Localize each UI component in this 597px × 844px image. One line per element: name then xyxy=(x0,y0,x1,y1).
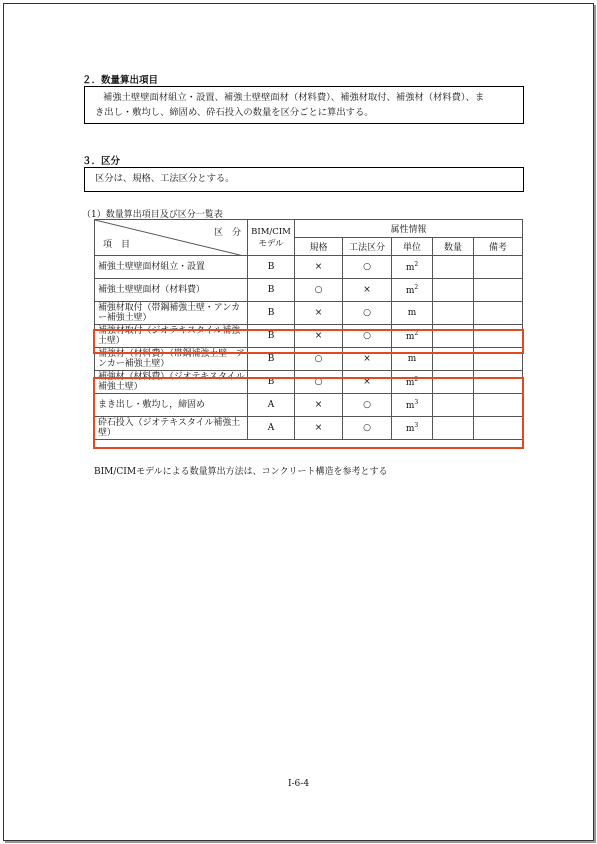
bim-cim-note: BIM/CIMモデルによる数量算出方法は、コンクリート構造を参考とする xyxy=(94,467,388,477)
row-kikaku: ○ xyxy=(295,348,343,371)
header-bim-line2: モデル xyxy=(258,238,284,249)
header-komoku: 項 目 xyxy=(103,240,131,250)
section3-heading: ３．区分 xyxy=(82,156,121,167)
row-kouhou: ○ xyxy=(343,256,392,279)
row-kouhou: ○ xyxy=(343,325,392,348)
row-unit-exponent: 2 xyxy=(414,376,419,383)
header-kubun: 区 分 xyxy=(213,228,241,238)
table-row xyxy=(95,417,523,440)
row-unit-base: m xyxy=(405,332,415,342)
row-kouhou: × xyxy=(343,348,392,371)
row-note xyxy=(474,325,523,348)
table-row xyxy=(95,394,523,417)
row-item: 補強材（材料費）（帯鋼補強土壁・アンカー補強土壁） xyxy=(95,348,248,371)
row-note xyxy=(474,371,523,394)
row-kikaku: × xyxy=(295,394,343,417)
row-unit xyxy=(392,348,433,371)
row-quantity xyxy=(433,394,474,417)
header-attribute-info: 属性情報 xyxy=(295,220,523,238)
row-item: 補強材取付（ジオテキスタイル補強土壁） xyxy=(95,325,248,348)
header-suuryou: 数量 xyxy=(433,238,474,256)
table-row xyxy=(95,279,523,302)
row-kikaku: × xyxy=(295,325,343,348)
header-bim-cim-model xyxy=(248,220,295,256)
quantity-table xyxy=(94,219,523,440)
row-unit-exponent: 2 xyxy=(414,330,419,337)
header-kikaku: 規格 xyxy=(295,238,343,256)
row-item: 補強土壁壁面材（材料費） xyxy=(95,279,248,302)
row-unit-exponent: 3 xyxy=(414,422,419,429)
row-quantity xyxy=(433,279,474,302)
row-quantity xyxy=(433,325,474,348)
row-model: A xyxy=(248,417,295,440)
row-model: A xyxy=(248,394,295,417)
row-note xyxy=(474,394,523,417)
row-unit-exponent: 2 xyxy=(414,261,419,268)
section3-text: 区分は、規格、工法区分とする。 xyxy=(95,173,235,184)
row-note xyxy=(474,417,523,440)
row-item: 砕石投入（ジオテキスタイル補強土壁） xyxy=(95,417,248,440)
row-note xyxy=(474,256,523,279)
table-body xyxy=(95,256,523,440)
row-model: B xyxy=(248,371,295,394)
row-unit xyxy=(392,279,433,302)
row-model: B xyxy=(248,348,295,371)
row-model: B xyxy=(248,279,295,302)
table-row xyxy=(95,348,523,371)
row-model: B xyxy=(248,256,295,279)
header-kouhou-kubun: 工法区分 xyxy=(343,238,392,256)
row-kikaku: ○ xyxy=(295,279,343,302)
row-unit-exponent: 3 xyxy=(414,399,419,406)
row-model: B xyxy=(248,302,295,325)
row-quantity xyxy=(433,302,474,325)
row-unit-base: m xyxy=(405,424,415,434)
row-kikaku: × xyxy=(295,256,343,279)
row-item: 補強材（材料費）（ジオテキスタイル補強土壁） xyxy=(95,371,248,394)
row-unit-base: m xyxy=(407,354,417,364)
section2-heading: ２．数量算出項目 xyxy=(82,75,159,86)
table-row xyxy=(95,302,523,325)
section3-box xyxy=(84,167,524,192)
row-note xyxy=(474,279,523,302)
page-number: Ⅰ-6-4 xyxy=(287,779,310,789)
row-quantity xyxy=(433,256,474,279)
header-bikou: 備考 xyxy=(474,238,523,256)
row-unit-base: m xyxy=(405,263,415,273)
row-unit-exponent: 2 xyxy=(414,284,419,291)
row-unit-base: m xyxy=(405,378,415,388)
row-unit xyxy=(392,302,433,325)
table-row xyxy=(95,256,523,279)
row-unit xyxy=(392,256,433,279)
row-note xyxy=(474,302,523,325)
row-kikaku: × xyxy=(295,417,343,440)
header-bim-line1: BIM/CIM xyxy=(251,226,291,237)
table-caption: （1）数量算出項目及び区分一覧表 xyxy=(82,210,223,220)
row-kikaku: × xyxy=(295,302,343,325)
row-kouhou: ○ xyxy=(343,417,392,440)
table-row xyxy=(95,325,523,348)
row-unit-base: m xyxy=(407,308,417,318)
row-unit xyxy=(392,417,433,440)
row-kikaku: ○ xyxy=(295,371,343,394)
row-kouhou: ○ xyxy=(343,394,392,417)
section2-text-line2: き出し・敷均し、締固め、砕石投入の数量を区分ごとに算出する。 xyxy=(95,107,374,118)
table-row xyxy=(95,371,523,394)
row-model: B xyxy=(248,325,295,348)
section2-text-line1: 補強土壁壁面材組立・設置、補強土壁壁面材（材料費）、補強材取付、補強材（材料費）、ま xyxy=(103,92,485,103)
row-unit xyxy=(392,325,433,348)
row-unit-base: m xyxy=(405,286,415,296)
row-item: まき出し・敷均し，締固め xyxy=(95,394,248,417)
header-diagonal-cell xyxy=(95,220,248,256)
row-quantity xyxy=(433,417,474,440)
header-tani: 単位 xyxy=(392,238,433,256)
row-kouhou: × xyxy=(343,279,392,302)
row-quantity xyxy=(433,348,474,371)
row-item: 補強材取付（帯鋼補強土壁・アンカー補強土壁） xyxy=(95,302,248,325)
row-unit xyxy=(392,371,433,394)
section2-box xyxy=(84,86,524,124)
row-item: 補強土壁壁面材組立・設置 xyxy=(95,256,248,279)
row-kouhou: × xyxy=(343,371,392,394)
row-note xyxy=(474,348,523,371)
row-unit-base: m xyxy=(405,401,415,411)
row-kouhou: ○ xyxy=(343,302,392,325)
row-unit xyxy=(392,394,433,417)
row-quantity xyxy=(433,371,474,394)
